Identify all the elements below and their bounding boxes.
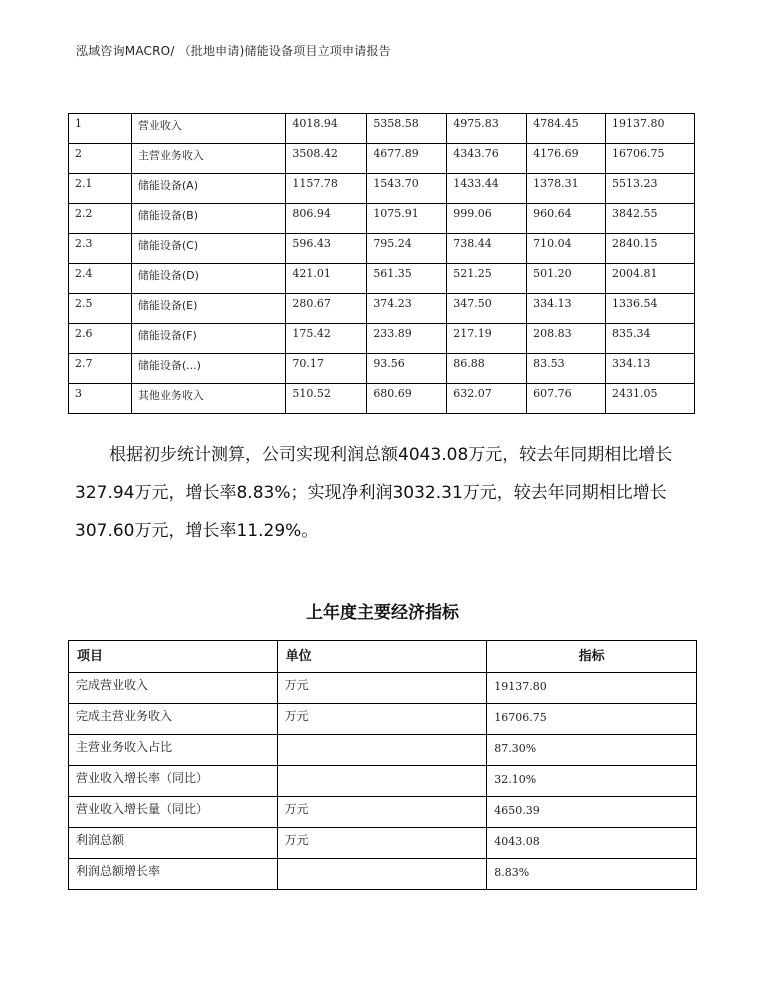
cell-value: 16706.75 xyxy=(487,704,697,735)
cell-name: 营业收入 xyxy=(131,114,286,144)
cell-unit: 万元 xyxy=(277,673,487,704)
cell-v3: 521.25 xyxy=(447,264,527,294)
cell-unit: 万元 xyxy=(277,797,487,828)
table-row xyxy=(69,204,695,234)
cell-v1: 1157.78 xyxy=(286,174,367,204)
cell-v3: 217.19 xyxy=(447,324,527,354)
cell-name: 储能设备(B) xyxy=(131,204,286,234)
cell-v2: 1543.70 xyxy=(367,174,447,204)
cell-name: 储能设备(D) xyxy=(131,264,286,294)
cell-v4: 1378.31 xyxy=(527,174,606,204)
cell-v4: 83.53 xyxy=(527,354,606,384)
cell-name: 储能设备(C) xyxy=(131,234,286,264)
cell-v1: 596.43 xyxy=(286,234,367,264)
cell-total: 2004.81 xyxy=(606,264,695,294)
cell-v2: 4677.89 xyxy=(367,144,447,174)
cell-name: 其他业务收入 xyxy=(131,384,286,414)
cell-total: 1336.54 xyxy=(606,294,695,324)
cell-no: 2.4 xyxy=(69,264,132,294)
cell-name: 储能设备(F) xyxy=(131,324,286,354)
table-row xyxy=(69,766,697,797)
cell-v4: 501.20 xyxy=(527,264,606,294)
table-row xyxy=(69,324,695,354)
cell-total: 5513.23 xyxy=(606,174,695,204)
cell-v4: 208.83 xyxy=(527,324,606,354)
table-row xyxy=(69,859,697,890)
cell-no: 2 xyxy=(69,144,132,174)
table-row xyxy=(69,174,695,204)
cell-name: 储能设备(A) xyxy=(131,174,286,204)
cell-value: 19137.80 xyxy=(487,673,697,704)
cell-total: 2840.15 xyxy=(606,234,695,264)
cell-v1: 70.17 xyxy=(286,354,367,384)
cell-unit: 万元 xyxy=(277,828,487,859)
header-unit: 单位 xyxy=(277,641,487,673)
table-row xyxy=(69,264,695,294)
indicators-title: 上年度主要经济指标 xyxy=(306,603,459,623)
cell-v4: 4784.45 xyxy=(527,114,606,144)
cell-v2: 561.35 xyxy=(367,264,447,294)
cell-no: 2.1 xyxy=(69,174,132,204)
table-row xyxy=(69,797,697,828)
indicators-table-body xyxy=(69,673,697,890)
cell-v2: 374.23 xyxy=(367,294,447,324)
header-item: 项目 xyxy=(69,641,278,673)
cell-total: 16706.75 xyxy=(606,144,695,174)
table-row xyxy=(69,234,695,264)
indicators-header-row xyxy=(69,641,697,673)
cell-v1: 3508.42 xyxy=(286,144,367,174)
cell-v1: 806.94 xyxy=(286,204,367,234)
cell-item: 营业收入增长量（同比） xyxy=(69,797,278,828)
cell-total: 3842.55 xyxy=(606,204,695,234)
cell-no: 2.7 xyxy=(69,354,132,384)
revenue-table-body xyxy=(69,114,695,414)
cell-v1: 421.01 xyxy=(286,264,367,294)
revenue-table xyxy=(68,113,695,414)
cell-v1: 280.67 xyxy=(286,294,367,324)
cell-no: 2.6 xyxy=(69,324,132,354)
cell-v3: 1433.44 xyxy=(447,174,527,204)
cell-value: 4650.39 xyxy=(487,797,697,828)
cell-v2: 1075.91 xyxy=(367,204,447,234)
cell-v2: 680.69 xyxy=(367,384,447,414)
table-row xyxy=(69,704,697,735)
cell-name: 储能设备(...) xyxy=(131,354,286,384)
cell-value: 87.30% xyxy=(487,735,697,766)
table-row xyxy=(69,354,695,384)
table-row xyxy=(69,294,695,324)
cell-v1: 510.52 xyxy=(286,384,367,414)
cell-item: 主营业务收入占比 xyxy=(69,735,278,766)
cell-no: 1 xyxy=(69,114,132,144)
cell-v4: 960.64 xyxy=(527,204,606,234)
cell-item: 利润总额增长率 xyxy=(69,859,278,890)
cell-no: 2.2 xyxy=(69,204,132,234)
cell-v3: 632.07 xyxy=(447,384,527,414)
cell-value: 8.83% xyxy=(487,859,697,890)
cell-total: 19137.80 xyxy=(606,114,695,144)
cell-v4: 607.76 xyxy=(527,384,606,414)
table-row xyxy=(69,673,697,704)
cell-item: 完成主营业务收入 xyxy=(69,704,278,735)
cell-unit xyxy=(277,735,487,766)
cell-name: 储能设备(E) xyxy=(131,294,286,324)
cell-v3: 347.50 xyxy=(447,294,527,324)
profit-summary-paragraph: 根据初步统计测算，公司实现利润总额4043.08万元，较去年同期相比增长327.94万元，增长率8.83%；实现净利润3032.31万元，较去年同期相比增长307.60万元，增长率11.29%。 xyxy=(75,445,673,541)
table-row xyxy=(69,114,695,144)
cell-v1: 4018.94 xyxy=(286,114,367,144)
cell-no: 2.3 xyxy=(69,234,132,264)
cell-v3: 4343.76 xyxy=(447,144,527,174)
cell-v2: 5358.58 xyxy=(367,114,447,144)
cell-value: 4043.08 xyxy=(487,828,697,859)
cell-name: 主营业务收入 xyxy=(131,144,286,174)
cell-value: 32.10% xyxy=(487,766,697,797)
cell-v2: 795.24 xyxy=(367,234,447,264)
cell-unit: 万元 xyxy=(277,704,487,735)
cell-v1: 175.42 xyxy=(286,324,367,354)
cell-no: 2.5 xyxy=(69,294,132,324)
cell-total: 2431.05 xyxy=(606,384,695,414)
cell-v2: 233.89 xyxy=(367,324,447,354)
table-row xyxy=(69,144,695,174)
cell-v3: 86.88 xyxy=(447,354,527,384)
cell-total: 835.34 xyxy=(606,324,695,354)
table-row xyxy=(69,384,695,414)
cell-item: 利润总额 xyxy=(69,828,278,859)
cell-v3: 999.06 xyxy=(447,204,527,234)
header-value: 指标 xyxy=(487,641,697,673)
table-row xyxy=(69,735,697,766)
cell-v3: 4975.83 xyxy=(447,114,527,144)
cell-item: 营业收入增长率（同比） xyxy=(69,766,278,797)
cell-item: 完成营业收入 xyxy=(69,673,278,704)
cell-unit xyxy=(277,859,487,890)
cell-v3: 738.44 xyxy=(447,234,527,264)
cell-v4: 334.13 xyxy=(527,294,606,324)
table-row xyxy=(69,828,697,859)
cell-v4: 4176.69 xyxy=(527,144,606,174)
cell-v4: 710.04 xyxy=(527,234,606,264)
page-header: 泓域咨询MACRO/ （批地申请)储能设备项目立项申请报告 xyxy=(76,44,391,58)
cell-total: 334.13 xyxy=(606,354,695,384)
cell-unit xyxy=(277,766,487,797)
cell-v2: 93.56 xyxy=(367,354,447,384)
indicators-table xyxy=(68,640,697,890)
cell-no: 3 xyxy=(69,384,132,414)
